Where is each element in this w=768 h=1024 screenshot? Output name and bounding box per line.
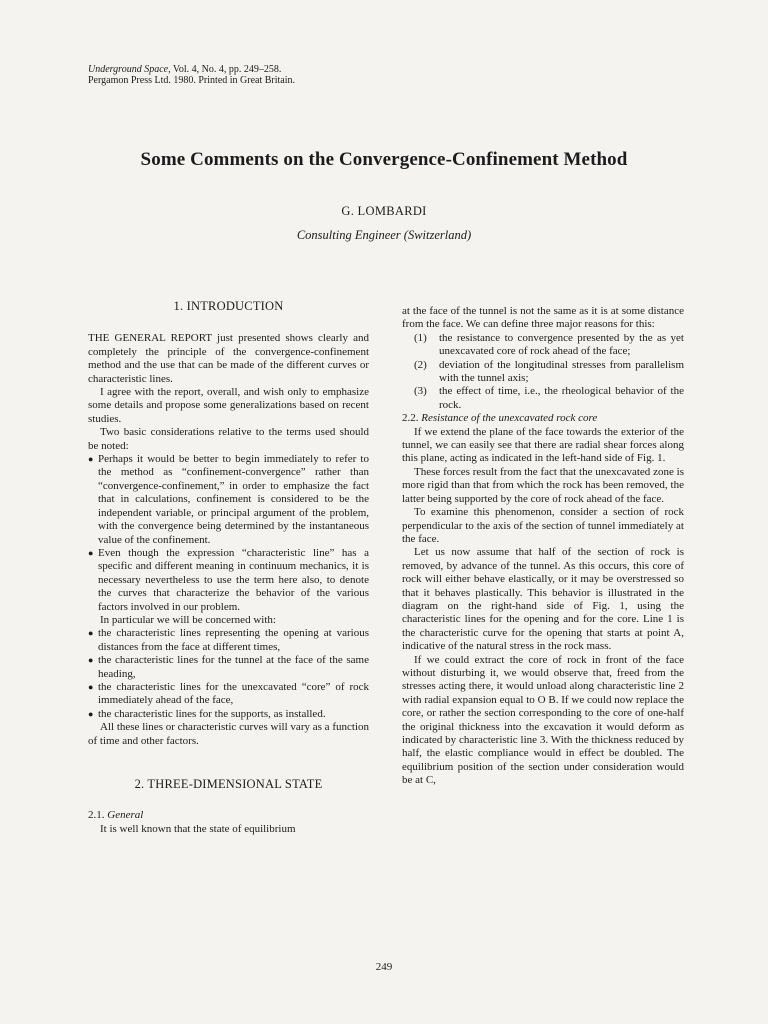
list-item: ● the characteristic lines for the tunnel at the face of the same heading,: [88, 654, 369, 680]
section-2-heading: 2. THREE-DIMENSIONAL STATE: [134, 777, 323, 791]
subsection-2-2-heading: 2.2. Resistance of the unexcavated rock core: [402, 412, 598, 425]
bullet-icon: ●: [88, 454, 94, 465]
intro-paragraph-2: I agree with the report, overall, and wish only to emphasize some details and propose some generalizations based on recent studies.: [88, 386, 369, 425]
reasons-list: [402, 332, 684, 412]
list-item: ● the characteristic lines representing the opening at various distances from the face at different times,: [88, 627, 369, 653]
core-paragraph-4: Let us now assume that half of the section of rock is removed, by advance of the tunnel. As this occurs, this core of rock will either behave elastically, or it may be overstressed so that it behaves plastically. This behavior is illustrated in the diagram on the right-hand side of Fig. 1, using the characteristic lines for the opening and for the core. Line 1 is the characteristic curve for the opening that starts at point A, indicative of the natural stress in the rock mass.: [402, 546, 684, 653]
section-1-heading: 1. INTRODUCTION: [173, 299, 284, 313]
author-name: G. LOMBARDI: [341, 204, 427, 218]
bullet-icon: ●: [88, 708, 94, 719]
list-item: ● Even though the expression “characteristic line” has a specific and different meaning in continuum mechanics, it is necessary nevertheless to use the term here also, to denote the curves that characterize the behavior of the various factors involved in our problem.: [88, 546, 369, 613]
journal-citation-line-2: Pergamon Press Ltd. 1980. Printed in Great Britain.: [88, 75, 296, 86]
journal-citation: [88, 64, 295, 86]
list-item: ● Perhaps it would be better to begin immediately to refer to the method as “confinement-convergence” rather than “convergence-confinement,” in order to emphasize the fact that in calculations, confinement is considered to be the independent variable, or principal argument of the problem, with the convergence being determined by the instantaneous value of the confinement.: [88, 453, 369, 546]
core-paragraph-2: These forces result from the fact that the unexcavated zone is more rigid than that from which the rock has been removed, the latter being supported by the core of rock ahead of the face.: [402, 465, 684, 505]
list-item: (3) the effect of time, i.e., the rheological behavior of the rock.: [414, 385, 684, 411]
core-paragraph-5: If we could extract the core of rock in front of the face without disturbing it, we would observe that, freed from the stresses acting there, it would unload along characteristic line 2 with radial expansion equal to O B. If we could now replace the core, or rather the section corresponding to the core of one-half the original thickness into the excavation it would deform as indicated by characteristic line 3. With the thickness reduced by half, the elastic compliance would in effect be doubled. The equilibrium position of the section under consideration would be at C,: [402, 653, 684, 787]
intro-paragraph-4: In particular we will be concerned with:: [100, 613, 276, 626]
paper-title: Some Comments on the Convergence-Confinement Method: [140, 149, 628, 170]
characteristic-lines-list: [88, 627, 369, 721]
intro-paragraph-3: Two basic considerations relative to the terms used should be noted:: [88, 426, 369, 452]
intro-paragraph-5: All these lines or characteristic curves will vary as a function of time and other factors.: [88, 721, 369, 747]
journal-name: Underground Space,: [88, 64, 171, 75]
journal-volume: Vol. 4, No. 4, pp. 249–258.: [170, 64, 282, 75]
list-item: ● the characteristic lines for the unexcavated “core” of rock immediately ahead of the face,: [88, 680, 369, 707]
general-paragraph-continued: at the face of the tunnel is not the same as it is at some distance from the face. We can define three major reasons for this:: [402, 305, 684, 331]
left-column: [88, 300, 369, 836]
intro-paragraph-1: THE GENERAL REPORT just presented shows clearly and completely the principle of the convergence-confinement method and the use that can be made of the different curves or characteristic lines.: [88, 332, 369, 385]
right-column: [402, 305, 684, 788]
core-paragraph-3: To examine this phenomenon, consider a section of rock perpendicular to the axis of the section of tunnel immediately at the face.: [402, 506, 684, 545]
page-number: 249: [375, 961, 393, 973]
journal-citation-line-1: [88, 64, 295, 75]
list-item: ● the characteristic lines for the supports, as installed.: [88, 707, 326, 720]
bullet-icon: ●: [88, 628, 94, 639]
considerations-list: [88, 453, 369, 614]
author-affiliation: Consulting Engineer (Switzerland): [296, 228, 472, 242]
list-item: (1) the resistance to convergence presented by the as yet unexcavated core of rock ahead of the face;: [414, 331, 684, 358]
bullet-icon: ●: [88, 681, 94, 692]
core-paragraph-1: If we extend the plane of the face towards the exterior of the tunnel, we can easily see that there are radial shear forces along this plane, acting as indicated in the left-hand side of Fig. 1.: [402, 425, 684, 465]
general-paragraph-1: It is well known that the state of equilibrium: [100, 822, 296, 835]
list-item: (2) deviation of the longitudinal stresses from parallelism with the tunnel axis;: [414, 358, 684, 385]
bullet-icon: ●: [88, 547, 94, 558]
subsection-2-1-heading: 2.1. General: [88, 809, 144, 822]
bullet-icon: ●: [88, 655, 94, 666]
